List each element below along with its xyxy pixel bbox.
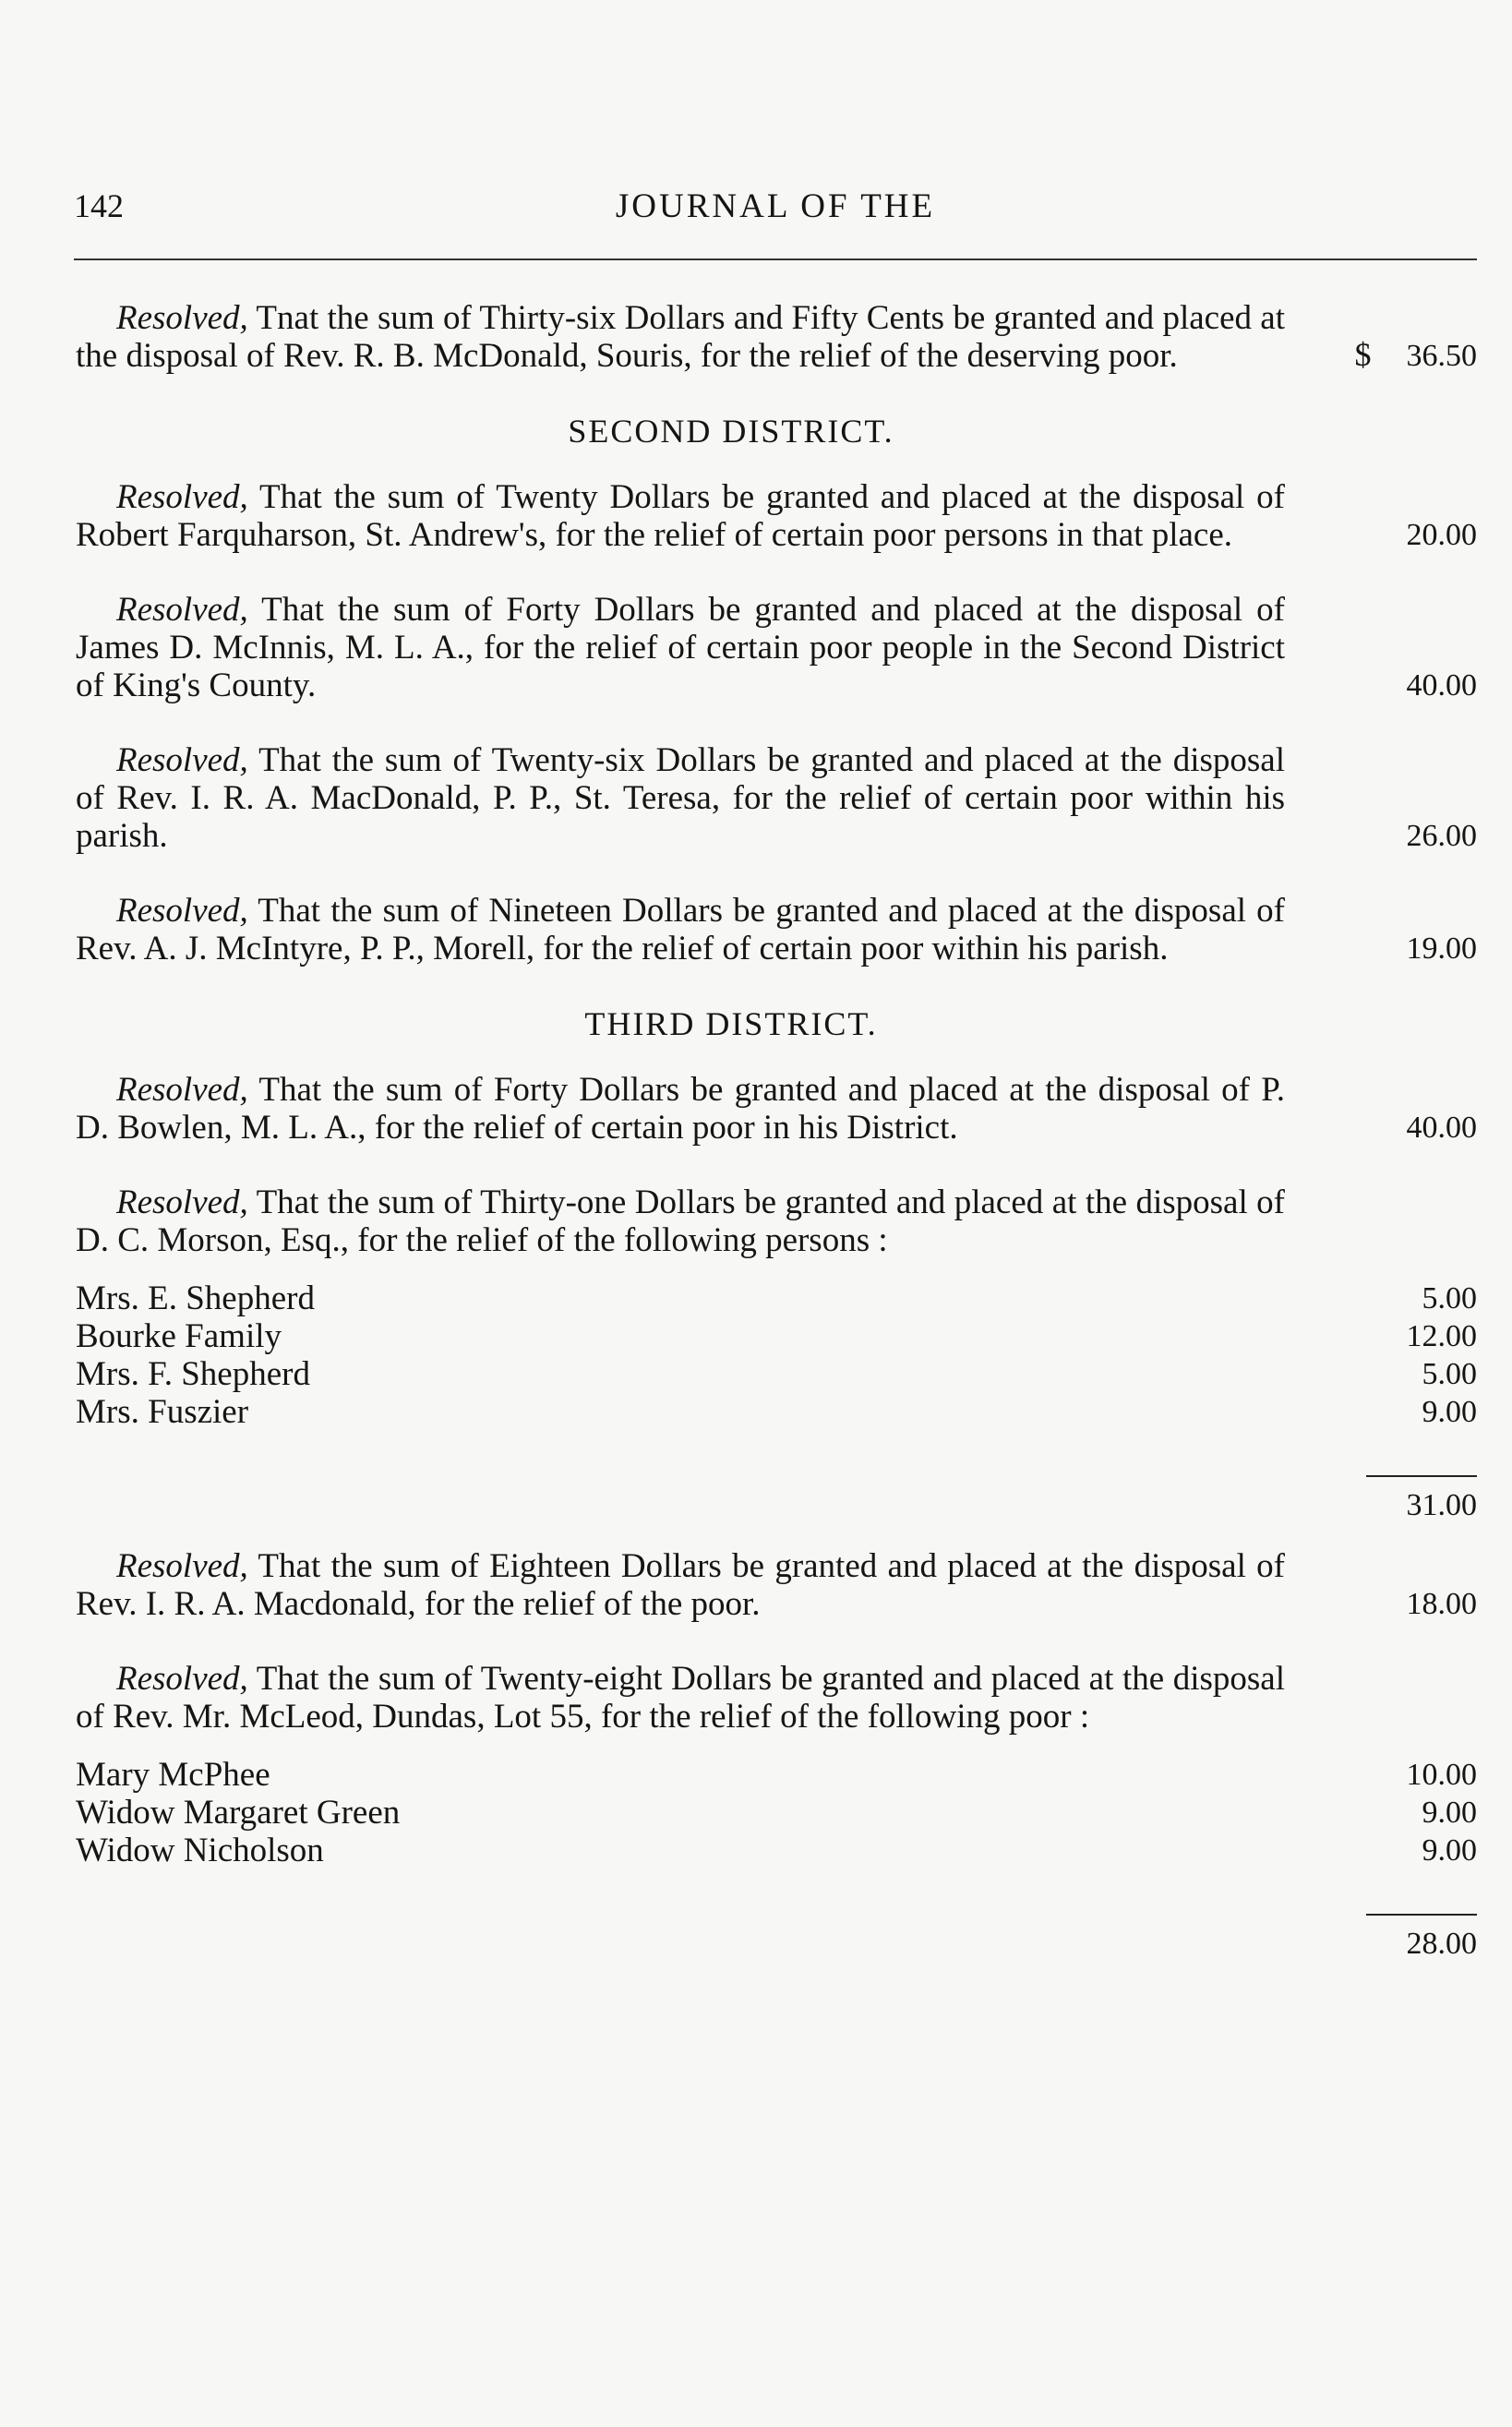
person-amount: 5.00 <box>1422 1281 1477 1316</box>
resolved-lead: Resolved, <box>116 1660 248 1698</box>
resolution-text <box>76 299 1285 375</box>
resolution-body: That the sum of Nineteen Dollars be granted and placed at the disposal of Rev. A. J. McIntyre, P. P., Morell, for the relief of certain poor within his parish. <box>76 892 1285 967</box>
resolution-entry <box>76 478 1477 554</box>
dollar-sign: $ <box>1354 336 1372 373</box>
resolution-text <box>76 892 1285 967</box>
page-content <box>76 299 1477 1986</box>
resolved-lead: Resolved, <box>116 1071 248 1109</box>
resolution-text <box>76 1547 1285 1623</box>
resolution-body: Tnat the sum of Thirty-six Dollars and Fifty Cents be granted and placed at the disposal of Rev. R. B. McDonald, Souris, for the relief of the deserving poor. <box>76 299 1285 375</box>
person-row <box>76 1355 1477 1393</box>
resolved-lead: Resolved, <box>116 1547 248 1585</box>
person-row <box>76 1794 1477 1832</box>
header-rule <box>74 258 1477 260</box>
resolution-amount: 40.00 <box>1406 1111 1477 1145</box>
person-name: Mrs. Fuszier <box>76 1393 249 1431</box>
person-row <box>76 1832 1477 1869</box>
total-rule <box>1366 1475 1477 1477</box>
persons-list <box>76 1756 1477 1869</box>
persons-list <box>76 1280 1477 1431</box>
resolution-text <box>76 591 1285 704</box>
resolution-body: That the sum of Forty Dollars be granted and placed at the disposal of James D. McInnis, M. L. A., for the relief of certain poor people in the Second District of King's County. <box>76 591 1285 704</box>
person-amount: 5.00 <box>1422 1357 1477 1391</box>
resolution-entry <box>76 741 1477 855</box>
resolution-amount: 40.00 <box>1406 668 1477 703</box>
resolved-lead: Resolved, <box>116 892 248 930</box>
resolution-amount: 19.00 <box>1406 931 1477 966</box>
person-name: Widow Nicholson <box>76 1832 324 1869</box>
person-amount: 10.00 <box>1406 1758 1477 1792</box>
resolution-amount: 26.00 <box>1406 819 1477 853</box>
total-amount: 28.00 <box>1406 1927 1477 1961</box>
resolution-amount <box>1355 336 1478 375</box>
resolution-body: That the sum of Thirty-one Dollars be granted and placed at the disposal of D. C. Morson, Esq., for the relief of the following persons : <box>76 1183 1285 1259</box>
running-title: JOURNAL OF THE <box>615 187 936 225</box>
district-heading-second: SECOND DISTRICT. <box>568 413 894 450</box>
resolution-amount: 20.00 <box>1406 518 1477 552</box>
person-row <box>76 1280 1477 1317</box>
resolution-body: That the sum of Twenty-six Dollars be granted and placed at the disposal of Rev. I. R. A. MacDonald, P. P., St. Teresa, for the relief of certain poor within his parish. <box>76 741 1285 855</box>
resolution-amount: 18.00 <box>1406 1587 1477 1621</box>
resolved-lead: Resolved, <box>116 591 248 629</box>
resolution-entry <box>76 1071 1477 1147</box>
resolved-lead: Resolved, <box>116 741 248 779</box>
person-name: Mrs. F. Shepherd <box>76 1355 310 1393</box>
resolution-entry <box>76 299 1477 375</box>
resolution-entry <box>76 591 1477 704</box>
person-name: Bourke Family <box>76 1317 282 1355</box>
person-row <box>76 1756 1477 1794</box>
resolution-text <box>76 478 1285 554</box>
resolution-text <box>76 1183 1285 1259</box>
total-block <box>76 1888 1477 1967</box>
resolution-body: That the sum of Forty Dollars be granted and placed at the disposal of P. D. Bowlen, M. L. A., for the relief of certain poor in his District. <box>76 1071 1285 1147</box>
resolution-body: That the sum of Twenty Dollars be granted and placed at the disposal of Robert Farquharson, St. Andrew's, for the relief of certain poor persons in that place. <box>76 478 1285 554</box>
person-amount: 9.00 <box>1422 1395 1477 1429</box>
resolution-text <box>76 741 1285 855</box>
person-row <box>76 1317 1477 1355</box>
resolution-text <box>76 1071 1285 1147</box>
person-row <box>76 1393 1477 1431</box>
person-name: Mrs. E. Shepherd <box>76 1280 315 1317</box>
person-amount: 9.00 <box>1422 1833 1477 1868</box>
page-number: 142 <box>74 187 124 224</box>
page-header <box>74 186 1477 233</box>
person-name: Mary McPhee <box>76 1756 270 1794</box>
resolution-body: That the sum of Eighteen Dollars be granted and placed at the disposal of Rev. I. R. A. Macdonald, for the relief of the poor. <box>76 1547 1285 1623</box>
total-rule <box>1366 1914 1477 1916</box>
district-heading-third: THIRD DISTRICT. <box>584 1005 878 1042</box>
resolution-text <box>76 1660 1285 1736</box>
total-amount: 31.00 <box>1406 1488 1477 1522</box>
resolution-entry <box>76 1547 1477 1623</box>
person-amount: 9.00 <box>1422 1796 1477 1830</box>
resolved-lead: Resolved, <box>116 299 248 337</box>
resolution-entry <box>76 892 1477 967</box>
resolution-entry <box>76 1183 1477 1259</box>
amount-value: 36.50 <box>1406 339 1477 373</box>
resolved-lead: Resolved, <box>116 478 248 516</box>
person-amount: 12.00 <box>1406 1319 1477 1353</box>
resolved-lead: Resolved, <box>116 1183 248 1221</box>
person-name: Widow Margaret Green <box>76 1794 401 1832</box>
resolution-entry <box>76 1660 1477 1736</box>
total-block <box>76 1449 1477 1529</box>
resolution-body: That the sum of Twenty-eight Dollars be granted and placed at the disposal of Rev. Mr. McLeod, Dundas, Lot 55, for the relief of the following poor : <box>76 1660 1285 1736</box>
